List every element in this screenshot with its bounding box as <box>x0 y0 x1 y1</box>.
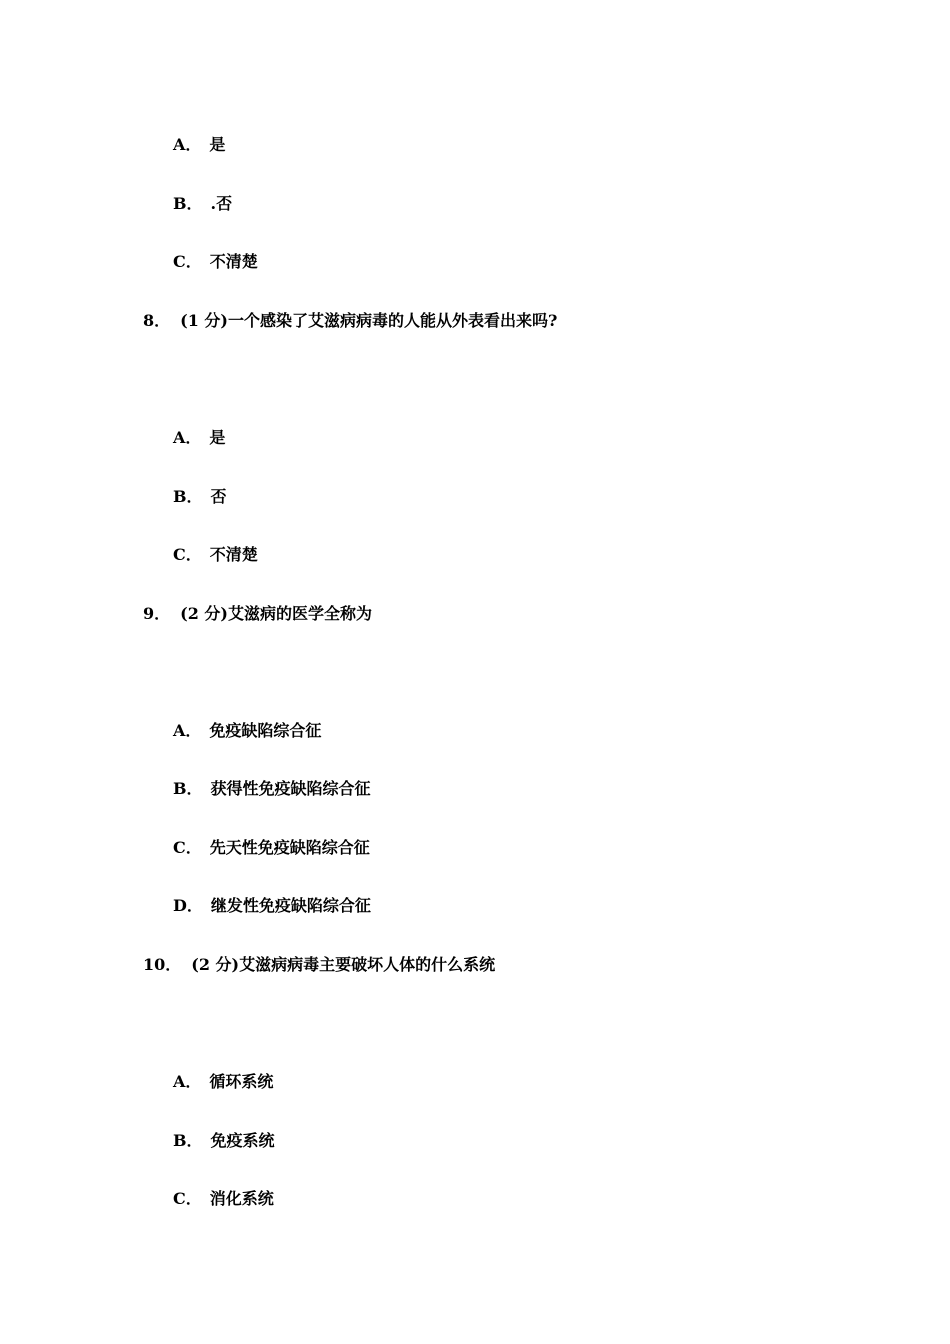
option-text: 循环系统 <box>209 1072 274 1091</box>
question-number: 9． <box>143 604 171 623</box>
option-c <box>173 1189 274 1209</box>
question-number: 10． <box>143 955 182 974</box>
option-label: B． <box>173 779 203 798</box>
option-b <box>173 487 227 507</box>
option-c <box>173 252 258 272</box>
option-text: 免疫系统 <box>210 1131 275 1150</box>
option-text: 继发性免疫缺陷综合征 <box>210 896 371 915</box>
question-number: 8． <box>143 311 171 330</box>
option-label: D． <box>173 896 203 915</box>
option-label: B． <box>173 194 203 213</box>
option-a <box>173 1072 273 1092</box>
question-10 <box>143 955 495 975</box>
option-text: 获得性免疫缺陷综合征 <box>210 779 371 798</box>
option-text: 消化系统 <box>209 1189 274 1208</box>
option-d <box>173 896 371 916</box>
option-label: A． <box>173 135 202 154</box>
question-text: (1 分)一个感染了艾滋病病毒的人能从外表看出来吗? <box>180 311 558 330</box>
option-label: C． <box>173 1189 202 1208</box>
option-text: 是 <box>209 428 226 447</box>
option-label: B． <box>173 487 203 506</box>
option-a <box>173 428 225 448</box>
option-label: B． <box>173 1131 203 1150</box>
option-label: A． <box>173 721 202 740</box>
option-c <box>173 838 370 858</box>
option-text: .否 <box>210 194 233 213</box>
option-b <box>173 779 371 799</box>
option-text: 不清楚 <box>209 545 258 564</box>
question-9 <box>143 604 372 624</box>
option-text: 免疫缺陷综合征 <box>209 721 322 740</box>
question-8 <box>143 311 557 331</box>
option-label: C． <box>173 252 202 271</box>
option-a <box>173 135 225 155</box>
option-text: 是 <box>209 135 226 154</box>
option-text: 先天性免疫缺陷综合征 <box>209 838 370 857</box>
option-label: A． <box>173 1072 202 1091</box>
option-label: C． <box>173 545 202 564</box>
question-text: (2 分)艾滋病病毒主要破坏人体的什么系统 <box>191 955 496 974</box>
option-text: 否 <box>210 487 227 506</box>
option-label: A． <box>173 428 202 447</box>
question-text: (2 分)艾滋病的医学全称为 <box>180 604 372 623</box>
option-b <box>173 194 232 214</box>
option-label: C． <box>173 838 202 857</box>
option-a <box>173 721 321 741</box>
option-text: 不清楚 <box>209 252 258 271</box>
option-b <box>173 1131 275 1151</box>
option-c <box>173 545 258 565</box>
